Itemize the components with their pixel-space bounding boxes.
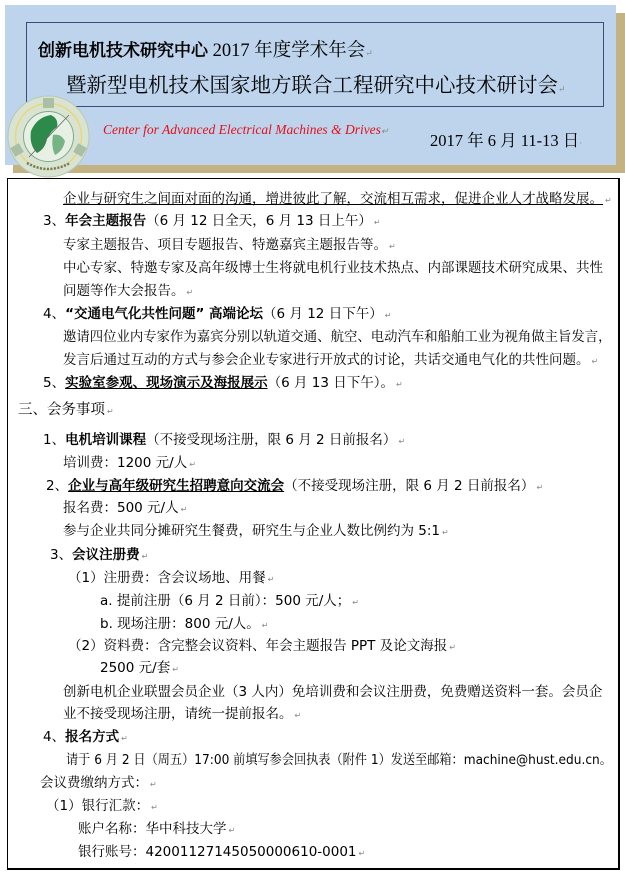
paragraph-line	[63, 523, 449, 541]
line-text: b. 现场注册：800 元/人。	[100, 616, 260, 632]
line-text: 问题等作大会报告。	[63, 283, 185, 299]
line-text: 银行账号：42001127145050000610-0001	[78, 844, 357, 860]
english-center-name	[103, 122, 388, 138]
item-number: 1、	[43, 432, 66, 448]
line-text: 培训费：1200 元/人	[63, 455, 188, 471]
paragraph-line	[63, 329, 612, 345]
paragraph-mark-icon: ↵	[141, 552, 149, 561]
registration-instructions	[66, 752, 612, 768]
sub-item-registration-fee	[68, 570, 274, 588]
paragraph-line	[63, 352, 598, 370]
paragraph-mark-icon: ↵	[373, 218, 381, 227]
conference-title	[38, 36, 373, 62]
item-number: 2、	[46, 478, 69, 494]
paragraph-line	[63, 237, 396, 255]
line-text: 参与企业共同分摊研究生餐费，研究生与企业人数比例约为 5:1	[63, 523, 441, 539]
item-heading: 电机培训课程	[65, 432, 147, 448]
list-item-conference-fee	[50, 547, 148, 565]
item-number: 3、	[50, 547, 73, 563]
item-detail: （6 月 12 日全天，6 月 13 日上午）	[146, 213, 372, 229]
list-item-annual-report	[43, 213, 381, 231]
paragraph-mark-icon: ↵	[558, 84, 566, 94]
line-text: 邀请四位业内专家作为嘉宾分别以轨道交通、航空、电动汽车和船舶工业为视角做主旨发言，	[63, 329, 612, 345]
early-registration-fee	[100, 593, 359, 611]
line-text: （2）资料费：含完整会议资料、年会主题报告 PPT 及论文海报	[68, 638, 448, 654]
paragraph-mark-icon: ↵	[384, 311, 392, 320]
paragraph-mark-icon: ↵	[121, 734, 128, 743]
list-item-lab-visit	[43, 375, 403, 393]
paragraph-mark-icon: ↵	[449, 643, 456, 652]
line-text: （1）银行汇款：	[46, 798, 150, 814]
line-text: 专家主题报告、项目专题报告、特邀嘉宾主题报告等。	[63, 237, 387, 253]
list-item-recruitment-meeting	[46, 478, 543, 496]
bank-account-number	[78, 844, 365, 862]
item-detail: （不接受现场注册，限 6 月 2 日前报名）	[146, 432, 397, 448]
line-text: 创新电机企业联盟会员企业（3 人内）免培训费和会议注册费，免费赠送资料一套。会员企	[63, 684, 603, 700]
paragraph-mark-icon: ↵	[396, 380, 403, 389]
sub-item-materials-fee	[68, 638, 456, 656]
item-number: 3、	[43, 213, 66, 229]
list-item-forum	[43, 306, 391, 324]
item-heading: “交通电气化共性问题” 高端论坛	[65, 306, 264, 322]
list-item-training-course	[43, 432, 405, 450]
paragraph-line	[63, 191, 612, 209]
line-text: 报名费：500 元/人	[63, 500, 179, 516]
line-text: 会议费缴纳方式：	[40, 775, 148, 791]
paragraph-mark-icon: ↵	[150, 780, 157, 789]
line-text: 中心专家、特邀专家及高年级博士生将就电机行业技术热点、内部课题技术研究成果、共性	[63, 260, 603, 276]
item-heading: 企业与高年级研究生招聘意向交流会	[68, 478, 285, 494]
paragraph-mark-icon: ↵	[536, 483, 544, 492]
materials-fee-amount	[100, 660, 179, 678]
paragraph-mark-icon: ↵	[591, 357, 599, 366]
item-heading: 年会主题报告	[65, 213, 147, 229]
conference-date	[430, 127, 582, 151]
english-name-text: Center for Advanced Electrical Machines & Drives	[103, 122, 381, 137]
conference-year-title: 2017 年度学术年会	[208, 41, 366, 61]
item-detail: （6 月 12 日下午）	[263, 306, 383, 322]
item-heading: 会议注册费	[72, 547, 140, 563]
paragraph-mark-icon: ↵	[151, 803, 158, 812]
item-heading: 实验室参观、现场演示及海报展示	[65, 375, 268, 391]
list-item-registration-method	[43, 729, 128, 747]
paragraph-mark-icon: ↵	[180, 505, 188, 514]
line-text: 2500 元/套	[100, 660, 171, 676]
training-fee	[63, 455, 196, 473]
item-detail: （6 月 13 日下午）。	[267, 375, 394, 391]
onsite-registration-fee	[100, 616, 268, 634]
paragraph-line	[63, 706, 301, 724]
paragraph-line	[63, 283, 193, 301]
paragraph-mark-icon: ↵	[267, 575, 275, 584]
paragraph-mark-icon: ↵	[294, 711, 302, 720]
conference-subtitle	[66, 68, 566, 98]
bank-transfer-item	[46, 798, 158, 816]
item-number: 4、	[43, 306, 66, 322]
line-text: 发言后通过互动的方式与参会企业专家进行开放式的讨论，共话交通电气化的共性问题。	[63, 352, 590, 368]
paragraph-mark-icon: ↵	[380, 126, 389, 136]
paragraph-mark-icon: ↵	[398, 437, 406, 446]
paragraph-mark-icon: ↵	[172, 665, 179, 674]
paragraph-mark-icon: ↵	[186, 288, 194, 297]
paragraph-mark-icon: ↵	[261, 621, 269, 630]
paragraph-mark-icon: ·	[579, 138, 583, 148]
registration-fee	[63, 500, 187, 518]
date-text: 2017 年 6 月 11-13 日	[430, 131, 580, 150]
paragraph-mark-icon: ↵	[365, 48, 373, 58]
paragraph-mark-icon: ↵	[107, 407, 114, 416]
center-name: 创新电机技术研究中心	[38, 41, 208, 61]
center-logo-globe-icon	[7, 95, 90, 178]
paragraph-mark-icon: ↵	[352, 598, 359, 607]
line-text: a. 提前注册（6 月 2 日前）：500 元/人；	[100, 593, 351, 609]
item-detail: （不接受现场注册，限 6 月 2 日前报名）	[284, 478, 535, 494]
paragraph-mark-icon: ↵	[189, 460, 196, 469]
line-text: （1）注册费：含会议场地、用餐	[68, 570, 266, 586]
line-text: 账户名称：华中科技大学	[78, 821, 227, 837]
subtitle-text: 暨新型电机技术国家地方联合工程研究中心技术研讨会	[66, 75, 558, 97]
item-number: 5、	[43, 375, 66, 391]
paragraph-mark-icon: ↵	[389, 242, 396, 251]
paragraph-line	[63, 260, 603, 276]
section-title: 三、会务事项	[18, 402, 105, 418]
paragraph-mark-icon: ↵	[358, 849, 366, 858]
item-number: 4、	[43, 729, 66, 745]
payment-method-heading	[40, 775, 157, 793]
line-text: 企业与研究生之间面对面的沟通，增进彼此了解，交流相互需求，促进企业人才战略发展。	[63, 191, 603, 207]
paragraph-mark-icon: ↵	[605, 196, 612, 205]
line-text: 请于 6 月 2 日（周五）17:00 前填写参会回执表（附件 1）发送至邮箱：machine@hust.edu.cn。	[66, 752, 612, 768]
account-name	[78, 821, 235, 839]
item-heading: 报名方式	[65, 729, 120, 745]
line-text: 业不接受现场注册，请统一提前报名。	[63, 706, 293, 722]
paragraph-mark-icon: ↵	[442, 528, 449, 537]
paragraph-mark-icon: ↵	[228, 826, 236, 835]
section-heading-conference-affairs	[18, 402, 114, 420]
paragraph-line	[63, 684, 602, 700]
